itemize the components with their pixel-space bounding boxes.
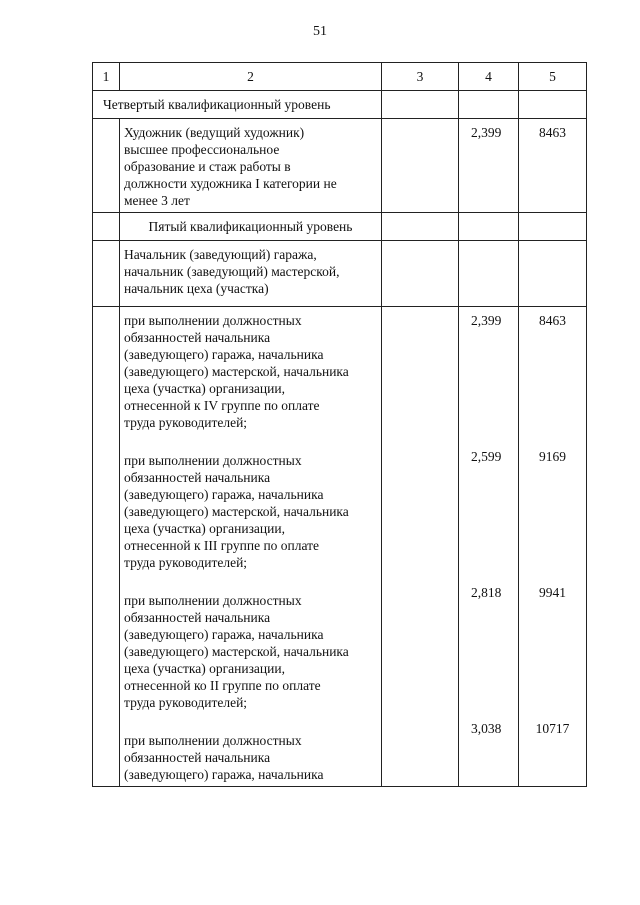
item-1-text: при выполнении должностных обязанностей начальника (заведующего) гаража, начальника (заведующего) мастерской, начальника цеха (участка) организации, отнесенной к IV группе по оплате труда руководителей; xyxy=(124,313,349,430)
empty-cell xyxy=(93,213,120,241)
item-2-text: при выполнении должностных обязанностей начальника (заведующего) гаража, начальника (заведующего) мастерской, начальника цеха (участка) организации, отнесенной к III группе по оплате труда руководителей; xyxy=(124,453,349,570)
header-col-5: 5 xyxy=(519,63,587,91)
level-4-label: Четвертый квалификационный уровень xyxy=(93,91,382,119)
empty-cell xyxy=(382,91,459,119)
salary-table xyxy=(92,62,587,787)
item-3-text: при выполнении должностных обязанностей начальника (заведующего) гаража, начальника (заведующего) мастерской, начальника цеха (участка) организации, отнесенной ко II группе по оплате труда руководителей; xyxy=(124,593,349,710)
empty-cell xyxy=(93,307,120,787)
header-col-4: 4 xyxy=(459,63,519,91)
item-4-text: при выполнении должностных обязанностей начальника (заведующего) гаража, начальника xyxy=(124,733,324,782)
level-5-items-row xyxy=(93,307,587,787)
level-5-title-row xyxy=(93,241,587,307)
level-4-entry-row xyxy=(93,119,587,213)
item-4-salary: 10717 xyxy=(535,721,570,736)
empty-cell xyxy=(459,213,519,241)
item-3-salary: 9941 xyxy=(539,585,566,600)
level-5-salaries xyxy=(519,307,587,787)
empty-cell xyxy=(93,119,120,213)
level-5-row xyxy=(93,213,587,241)
item-3-coefficient: 2,818 xyxy=(471,585,502,600)
level-4-coefficient: 2,399 xyxy=(459,119,519,213)
empty-cell xyxy=(519,213,587,241)
page-number: 51 xyxy=(313,24,327,39)
item-1-coefficient: 2,399 xyxy=(471,313,502,328)
level-5-title: Начальник (заведующий) гаража, начальник (заведующий) мастерской, начальник цеха (участка) xyxy=(124,247,340,296)
empty-cell xyxy=(382,119,459,213)
level-4-row xyxy=(93,91,587,119)
level-5-label: Пятый квалификационный уровень xyxy=(120,213,382,241)
item-1-salary: 8463 xyxy=(539,313,566,328)
item-2-coefficient: 2,599 xyxy=(471,449,502,464)
level-4-salary: 8463 xyxy=(519,119,587,213)
empty-cell xyxy=(519,91,587,119)
level-5-items-cell xyxy=(120,307,382,787)
empty-cell xyxy=(459,241,519,307)
header-col-2: 2 xyxy=(120,63,382,91)
empty-cell xyxy=(382,213,459,241)
item-2-salary: 9169 xyxy=(539,449,566,464)
empty-cell xyxy=(459,91,519,119)
level-5-title-cell xyxy=(120,241,382,307)
empty-cell xyxy=(382,241,459,307)
empty-cell xyxy=(382,307,459,787)
header-col-1: 1 xyxy=(93,63,120,91)
header-col-3: 3 xyxy=(382,63,459,91)
level-5-coefficients xyxy=(459,307,519,787)
empty-cell xyxy=(519,241,587,307)
empty-cell xyxy=(93,241,120,307)
item-4-coefficient: 3,038 xyxy=(471,721,502,736)
table-header-row xyxy=(93,63,587,91)
artist-description: Художник (ведущий художник) высшее профессиональное образование и стаж работы в должности художника I категории не менее 3 лет xyxy=(124,125,337,208)
level-4-entry-text xyxy=(120,119,382,213)
